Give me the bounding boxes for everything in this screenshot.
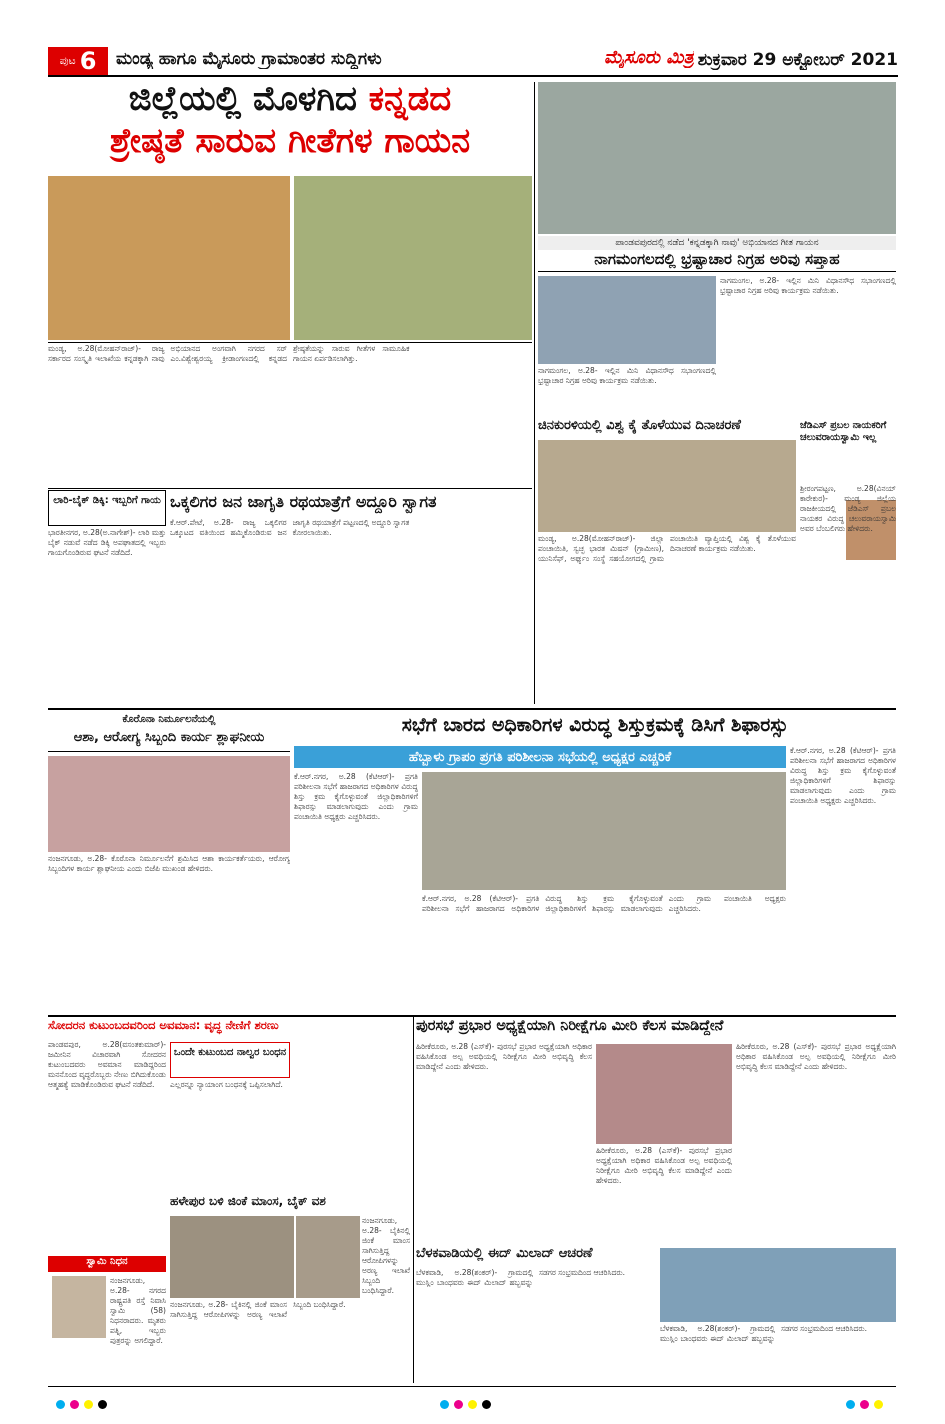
deer-headline: ಹಳೇಪುರ ಬಳಿ ಜಿಂಕೆ ಮಾಂಸ, ಬೈಕ್ ವಶ — [170, 1194, 326, 1208]
elderly-body: ಪಾಂಡವಪುರ, ಅ.28(ವಸಂತಕುಮಾರ್)- ಜಮೀನಿನ ವಿಚಾರವಾಗಿ ಸೋದರನ ಕುಟುಂಬದವರು ಅವಮಾನ ಮಾಡಿದ್ದರಿಂದ ಮನನೊಂದ ವೃದ್ಧರೊಬ್ಬರು ನೇಣು ಬಿಗಿದುಕೊಂಡು ಆತ್ಮಹತ್ಯೆ ಮಾಡಿಕೊಂಡಿರುವ ಘಟನೆ ನಡೆದಿದೆ. — [48, 1040, 166, 1089]
issue-date: ಶುಕ್ರವಾರ 29 ಅಕ್ಟೋಬರ್ 2021 — [697, 50, 898, 70]
top-story-headline — [48, 82, 532, 174]
purasabhe-body-col2: ಹಿರೀಕೆರೂರು, ಅ.28 (ಎಸ್‌ಕೆ)- ಪುರಸಭೆ ಪ್ರಭಾರ ಅಧ್ಯಕ್ಷೆಯಾಗಿ ಅಧಿಕಾರ ವಹಿಸಿಕೊಂಡ ಅಲ್ಪ ಅವಧಿಯಲ್ಲಿ ನಿರೀಕ್ಷೆಗೂ ಮೀರಿ ಅಭಿವೃದ್ಧಿ ಕೆಲಸ ಮಾಡಿದ್ದೇನೆ ಎಂದು ಹೇಳಿದರು. — [596, 1146, 732, 1185]
page-number: 6 — [79, 47, 97, 75]
masthead: ಮೈಸೂರು ಮಿತ್ರ — [604, 47, 694, 68]
deer-body-col3: ನಂಜನಗೂಡು, ಅ.28- ಬೈಕಿನಲ್ಲಿ ಜಿಂಕೆ ಮಾಂಸ ಸಾಗಿಸುತ್ತಿದ್ದ ಆರೋಪಿಗಳನ್ನು ಅರಣ್ಯ ಇಲಾಖೆ ಸಿಬ್ಬಂದಿ ಬಂಧಿಸಿದ್ದಾರೆ. — [362, 1216, 410, 1295]
registration-mark — [846, 1400, 855, 1409]
registration-mark — [468, 1400, 477, 1409]
purasabhe-body-col1: ಹಿರೀಕೆರೂರು, ಅ.28 (ಎಸ್‌ಕೆ)- ಪುರಸಭೆ ಪ್ರಭಾರ ಅಧ್ಯಕ್ಷೆಯಾಗಿ ಅಧಿಕಾರ ವಹಿಸಿಕೊಂಡ ಅಲ್ಪ ಅವಧಿಯಲ್ಲಿ ನಿರೀಕ್ಷೆಗೂ ಮೀರಿ ಅಭಿವೃದ್ಧಿ ಕೆಲಸ ಮಾಡಿದ್ದೇನೆ ಎಂದು ಹೇಳಿದರು. — [416, 1042, 592, 1071]
registration-mark — [98, 1400, 107, 1409]
registration-mark — [454, 1400, 463, 1409]
milad-headline: ಬೆಳಕವಾಡಿಯಲ್ಲಿ ಈದ್ ಮಿಲಾದ್ ಆಚರಣೆ — [416, 1246, 593, 1261]
dance-photo-right — [294, 176, 532, 340]
obituary-portrait — [52, 1276, 106, 1338]
divider — [413, 1017, 414, 1383]
nagamangala-photo — [538, 276, 716, 364]
obituary-label: ಸ್ವಾಮಿ ನಿಧನ — [48, 1256, 166, 1272]
milad-body-col2: ಬೆಳಕವಾಡಿ, ಅ.28(ಶಂಕರ್)- ಗ್ರಾಮದಲ್ಲಿ ಮುಸ್ಲಿಂ ಬಾಂಧವರು ಈದ್ ಮಿಲಾದ್ ಹಬ್ಬವನ್ನು ಸಡಗರ ಸಂಭ್ರಮದಿಂದ ಆಚರಿಸಿದರು. — [660, 1324, 868, 1343]
family-headline: ಒಂದೇ ಕುಟುಂಬದ ನಾಲ್ವರ ಬಂಧನ — [170, 1042, 290, 1078]
registration-mark — [84, 1400, 93, 1409]
pandavapura-photo-caption: ಪಾಂಡವಪುರದಲ್ಲಿ ನಡೆದ 'ಕನ್ನಡಕ್ಕಾಗಿ ನಾವು' ಅಭಿಯಾನದ ಗೀತ ಗಾಯನ — [538, 236, 896, 250]
obituary-body: ನಂಜನಗೂಡು, ಅ.28- ನಗರದ ರಾಷ್ಟ್ರಪತಿ ರಸ್ತೆ ನಿವಾಸಿ ಸ್ವಾಮಿ (58) ನಿಧನರಾದರು. ಮೃತರು ಪತ್ನಿ, ಇಬ್ಬರು ಪುತ್ರರನ್ನು ಅಗಲಿದ್ದಾರೆ. — [110, 1276, 166, 1345]
purasabhe-headline: ಪುರಸಭೆ ಪ್ರಭಾರ ಅಧ್ಯಕ್ಷೆಯಾಗಿ ನಿರೀಕ್ಷೆಗೂ ಮೀರಿ ಕೆಲಸ ಮಾಡಿದ್ದೇನೆ — [416, 1018, 724, 1034]
chinakurali-body: ಮಂಡ್ಯ, ಅ.28(ಮೋಹನ್‌ರಾಜ್)- ಜಿಲ್ಲಾ ಪಂಚಾಯಿತಿ, ಸ್ವಚ್ಛ ಭಾರತ ಮಿಷನ್ (ಗ್ರಾಮೀಣ), ಯುನಿಸೆಫ್, ಅರ್ಘ್ಯಂ ಸಂಸ್ಥೆ ಸಹಯೋಗದಲ್ಲಿ ಗ್ರಾಮ ಪಂಚಾಯಿತಿ ವ್ಯಾಪ್ತಿಯಲ್ಲಿ ವಿಶ್ವ ಕೈ ತೊಳೆಯುವ ದಿನಾಚರಣೆ ಕಾರ್ಯಕ್ರಮ ನಡೆಯಿತು. — [538, 534, 796, 563]
asha-headline: ಆಶಾ, ಆರೋಗ್ಯ ಸಿಬ್ಬಂದಿ ಕಾರ್ಯ ಶ್ಲಾಘನೀಯ — [48, 730, 290, 752]
jds-body: ಶ್ರೀರಂಗಪಟ್ಟಣ, ಅ.28(ವಿನಯ್ ಕಾರೇಕುರ)- ಮಂಡ್ಯ ಜಿಲ್ಲೆಯ ರಾಜಕೀಯದಲ್ಲಿ ಜೆಡಿಎಸ್ ಪ್ರಬಲ ನಾಯಕರ ವಿರುದ್ಧ ಚಲುವರಾಯಸ್ವಾಮಿ ಅವರ ಬೆಂಬಲಿಗರು ಹೇಳಿದರು. — [800, 484, 896, 533]
family-body: ಎಲ್ಲರನ್ನೂ ನ್ಯಾಯಾಂಗ ಬಂಧನಕ್ಕೆ ಒಪ್ಪಿಸಲಾಗಿದೆ. — [170, 1080, 283, 1089]
headline-line-2: ಶ್ರೇಷ್ಠತೆ ಸಾರುವ ಗೀತೆಗಳ ಗಾಯನ — [109, 120, 471, 161]
page-number-tag — [48, 47, 108, 75]
divider — [48, 342, 532, 343]
asha-kicker: ಕೊರೊನಾ ನಿರ್ಮೂಲನೆಯಲ್ಲಿ — [122, 714, 216, 725]
asha-photo — [48, 756, 290, 852]
registration-mark — [874, 1400, 883, 1409]
section-title: ಮಂಡ್ಯ ಹಾಗೂ ಮೈಸೂರು ಗ್ರಾಮಾಂತರ ಸುದ್ದಿಗಳು — [116, 49, 382, 69]
divider — [48, 1015, 896, 1017]
okkaliga-headline: ಒಕ್ಕಲಿಗರ ಜನ ಜಾಗೃತಿ ರಥಯಾತ್ರೆಗೆ ಅದ್ದೂರಿ ಸ್ವಾಗತ — [170, 492, 437, 511]
divider — [534, 82, 535, 704]
registration-mark — [482, 1400, 491, 1409]
registration-mark — [440, 1400, 449, 1409]
registration-mark — [70, 1400, 79, 1409]
dc-body-col1: ಕೆ.ಆರ್.ನಗರ, ಅ.28 (ಕೆಟಿಆರ್)- ಪ್ರಗತಿ ಪರಿಶೀಲನಾ ಸಭೆಗೆ ಹಾಜರಾಗದ ಅಧಿಕಾರಿಗಳ ವಿರುದ್ಧ ಶಿಸ್ತು ಕ್ರಮ ಕೈಗೊಳ್ಳುವಂತೆ ಜಿಲ್ಲಾಧಿಕಾರಿಗಳಿಗೆ ಶಿಫಾರಸ್ಸು ಮಾಡಲಾಗುವುದು ಎಂದು ಗ್ರಾಮ ಪಂಚಾಯಿತಿ ಅಧ್ಯಕ್ಷರು ಎಚ್ಚರಿಸಿದರು. — [294, 772, 418, 821]
registration-mark — [56, 1400, 65, 1409]
purasabhe-body-col3: ಹಿರೀಕೆರೂರು, ಅ.28 (ಎಸ್‌ಕೆ)- ಪುರಸಭೆ ಪ್ರಭಾರ ಅಧ್ಯಕ್ಷೆಯಾಗಿ ಅಧಿಕಾರ ವಹಿಸಿಕೊಂಡ ಅಲ್ಪ ಅವಧಿಯಲ್ಲಿ ನಿರೀಕ್ಷೆಗೂ ಮೀರಿ ಅಭಿವೃದ್ಧಿ ಕೆಲಸ ಮಾಡಿದ್ದೇನೆ ಎಂದು ಹೇಳಿದರು. — [736, 1042, 896, 1071]
dc-meeting-photo — [422, 772, 786, 890]
divider — [48, 488, 532, 489]
chinakurali-headline: ಚಿನಕುರಳಿಯಲ್ಲಿ ವಿಶ್ವ ಕೈ ತೊಳೆಯುವ ದಿನಾಚರಣೆ — [538, 418, 741, 433]
dc-body-col2: ಕೆ.ಆರ್.ನಗರ, ಅ.28 (ಕೆಟಿಆರ್)- ಪ್ರಗತಿ ಪರಿಶೀಲನಾ ಸಭೆಗೆ ಹಾಜರಾಗದ ಅಧಿಕಾರಿಗಳ ವಿರುದ್ಧ ಶಿಸ್ತು ಕ್ರಮ ಕೈಗೊಳ್ಳುವಂತೆ ಜಿಲ್ಲಾಧಿಕಾರಿಗಳಿಗೆ ಶಿಫಾರಸ್ಸು ಮಾಡಲಾಗುವುದು ಎಂದು ಗ್ರಾಮ ಪಂಚಾಯಿತಿ ಅಧ್ಯಕ್ಷರು ಎಚ್ಚರಿಸಿದರು. — [422, 894, 786, 913]
asha-body: ನಂಜನಗೂಡು, ಅ.28- ಕೊರೊನಾ ನಿರ್ಮೂಲನೆಗೆ ಶ್ರಮಿಸಿದ ಆಶಾ ಕಾರ್ಯಕರ್ತೆಯರು, ಆರೋಗ್ಯ ಸಿಬ್ಬಂದಿಗಳ ಕಾರ್ಯ ಶ್ಲಾಘನೀಯ ಎಂದು ಬಿಜೆಪಿ ಮುಖಂಡ ಹೇಳಿದರು. — [48, 854, 290, 873]
deer-photo-1 — [170, 1216, 294, 1298]
divider — [48, 708, 896, 710]
top-story-body: ಮಂಡ್ಯ, ಅ.28(ಮೋಹನ್‌ರಾಜ್)- ರಾಜ್ಯ ಸರ್ಕಾರದ ಸಂಸ್ಕೃತಿ ಇಲಾಖೆಯ ಕನ್ನಡಕ್ಕಾಗಿ ನಾವು ಅಭಿಯಾನದ ಅಂಗವಾಗಿ ನಗರದ ಸರ್ ಎಂ.ವಿಶ್ವೇಶ್ವರಯ್ಯ ಕ್ರೀಡಾಂಗಣದಲ್ಲಿ ಕನ್ನಡದ ಶ್ರೇಷ್ಠತೆಯನ್ನು ಸಾರುವ ಗೀತೆಗಳ ಸಾಮೂಹಿಕ ಗಾಯನ ಏರ್ಪಡಿಸಲಾಗಿತ್ತು. — [48, 344, 410, 363]
dc-headline: ಸಭೆಗೆ ಬಾರದ ಅಧಿಕಾರಿಗಳ ವಿರುದ್ಧ ಶಿಸ್ತುಕ್ರಮಕ್ಕೆ ಡಿಸಿಗೆ ಶಿಫಾರಸ್ಸು — [401, 714, 789, 736]
page-header — [48, 47, 898, 77]
chinakurali-photo — [538, 440, 796, 532]
milad-photo — [660, 1248, 896, 1322]
page-word: ಪುಟ — [59, 54, 76, 67]
dc-subhead: ಹೆಬ್ಬಾಳು ಗ್ರಾಪಂ ಪ್ರಗತಿ ಪರಿಶೀಲನಾ ಸಭೆಯಲ್ಲಿ ಅಧ್ಯಕ್ಷರ ಎಚ್ಚರಿಕೆ — [294, 746, 786, 768]
dc-body-col3: ಕೆ.ಆರ್.ನಗರ, ಅ.28 (ಕೆಟಿಆರ್)- ಪ್ರಗತಿ ಪರಿಶೀಲನಾ ಸಭೆಗೆ ಹಾಜರಾಗದ ಅಧಿಕಾರಿಗಳ ವಿರುದ್ಧ ಶಿಸ್ತು ಕ್ರಮ ಕೈಗೊಳ್ಳುವಂತೆ ಜಿಲ್ಲಾಧಿಕಾರಿಗಳಿಗೆ ಶಿಫಾರಸ್ಸು ಮಾಡಲಾಗುವುದು ಎಂದು ಗ್ರಾಮ ಪಂಚಾಯಿತಿ ಅಧ್ಯಕ್ಷರು ಎಚ್ಚರಿಸಿದರು. — [790, 746, 896, 805]
pandavapura-photo — [538, 82, 896, 234]
dance-photo-left — [48, 176, 290, 340]
deer-photo-2 — [296, 1216, 360, 1298]
headline-part-a: ಜಿಲ್ಲೆಯಲ್ಲಿ ಮೊಳಗಿದ — [128, 82, 357, 119]
okkaliga-body: ಕೆ.ಆರ್.ಪೇಟೆ, ಅ.28- ರಾಜ್ಯ ಒಕ್ಕಲಿಗರ ಒಕ್ಕೂಟದ ವತಿಯಿಂದ ಹಮ್ಮಿಕೊಂಡಿರುವ ಜನ ಜಾಗೃತಿ ರಥಯಾತ್ರೆಗೆ ಪಟ್ಟಣದಲ್ಲಿ ಅದ್ದೂರಿ ಸ್ವಾಗತ ಕೋರಲಾಯಿತು. — [170, 518, 410, 537]
accident-body: ಭಾರತೀನಗರ, ಅ.28(ಅ.ನಾಗೇಶ್)- ಲಾರಿ ಮತ್ತು ಬೈಕ್ ನಡುವೆ ನಡೆದ ಡಿಕ್ಕಿ ಅಪಘಾತದಲ್ಲಿ ಇಬ್ಬರು ಗಾಯಗೊಂಡಿರುವ ಘಟನೆ ನಡೆದಿದೆ. — [48, 528, 166, 557]
milad-body: ಬೆಳಕವಾಡಿ, ಅ.28(ಶಂಕರ್)- ಗ್ರಾಮದಲ್ಲಿ ಮುಸ್ಲಿಂ ಬಾಂಧವರು ಈದ್ ಮಿಲಾದ್ ಹಬ್ಬವನ್ನು ಸಡಗರ ಸಂಭ್ರಮದಿಂದ ಆಚರಿಸಿದರು. — [416, 1268, 626, 1287]
jds-headline: ಜೆಡಿಎಸ್ ಪ್ರಬಲ ನಾಯಕರಿಗೆ ಚಲುವರಾಯಸ್ವಾಮಿ ಇಲ್ಲ — [800, 420, 887, 443]
headline-part-b: ಕನ್ನಡದ — [368, 82, 452, 119]
registration-mark — [860, 1400, 869, 1409]
deer-body: ನಂಜನಗೂಡು, ಅ.28- ಬೈಕಿನಲ್ಲಿ ಜಿಂಕೆ ಮಾಂಸ ಸಾಗಿಸುತ್ತಿದ್ದ ಆರೋಪಿಗಳನ್ನು ಅರಣ್ಯ ಇಲಾಖೆ ಸಿಬ್ಬಂದಿ ಬಂಧಿಸಿದ್ದಾರೆ. — [170, 1300, 346, 1319]
elderly-headline: ಸೋದರನ ಕುಟುಂಬದವರಿಂದ ಅವಮಾನ: ವೃದ್ಧ ನೇಣಿಗೆ ಶರಣು — [48, 1018, 279, 1032]
accident-headline: ಲಾರಿ-ಬೈಕ್ ಡಿಕ್ಕಿ: ಇಬ್ಬರಿಗೆ ಗಾಯ — [48, 490, 166, 526]
purasabhe-photo — [596, 1044, 732, 1144]
nagamangala-headline: ನಾಗಮಂಗಲದಲ್ಲಿ ಭ್ರಷ್ಟಾಚಾರ ನಿಗ್ರಹ ಅರಿವು ಸಪ್ತಾಹ — [538, 250, 896, 272]
divider — [48, 1386, 896, 1387]
nagamangala-body: ನಾಗಮಂಗಲ, ಅ.28- ಇಲ್ಲಿನ ಮಿನಿ ವಿಧಾನಸೌಧ ಸಭಾಂಗಣದಲ್ಲಿ ಭ್ರಷ್ಟಾಚಾರ ನಿಗ್ರಹ ಅರಿವು ಕಾರ್ಯಕ್ರಮ ನಡೆಯಿತು. — [538, 366, 716, 385]
nagamangala-body-col2: ನಾಗಮಂಗಲ, ಅ.28- ಇಲ್ಲಿನ ಮಿನಿ ವಿಧಾನಸೌಧ ಸಭಾಂಗಣದಲ್ಲಿ ಭ್ರಷ್ಟಾಚಾರ ನಿಗ್ರಹ ಅರಿವು ಕಾರ್ಯಕ್ರಮ ನಡೆಯಿತು. — [720, 276, 896, 295]
